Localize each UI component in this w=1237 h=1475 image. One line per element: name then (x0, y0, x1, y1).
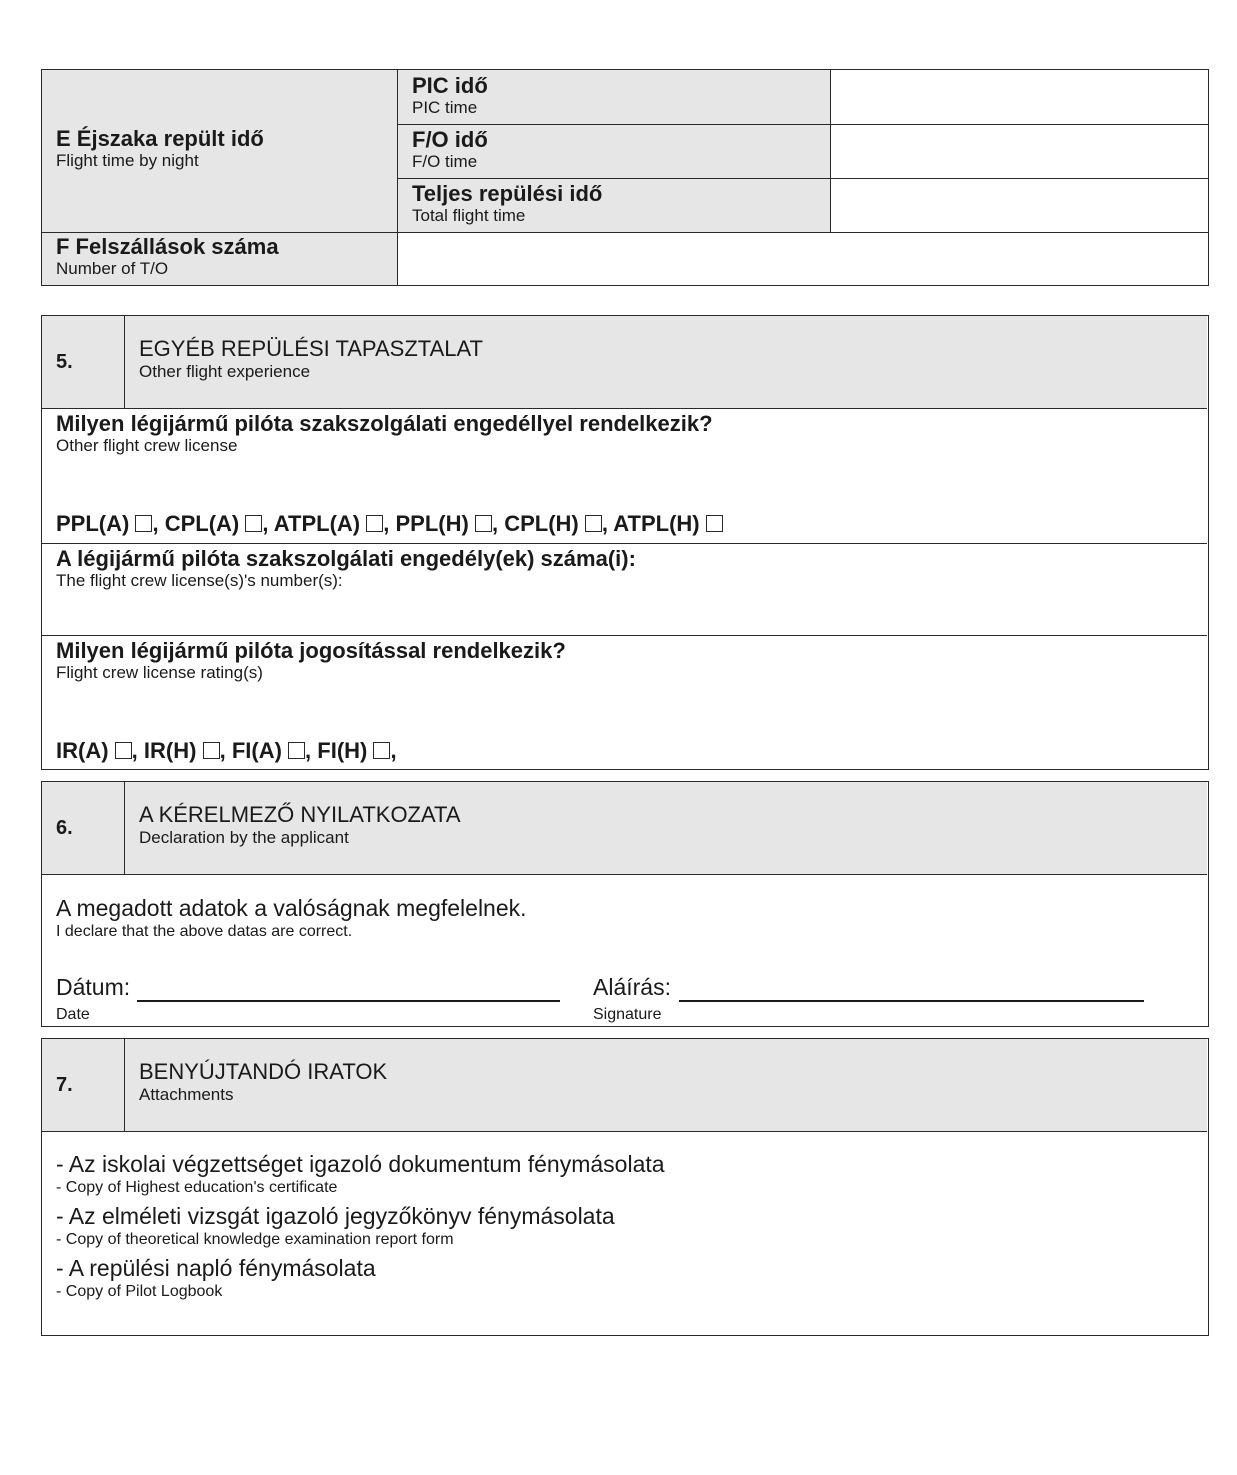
section-7-title: BENYÚJTANDÓ IRATOK (139, 1059, 388, 1084)
signature-field[interactable] (679, 1000, 1144, 1002)
date-label-en: Date (56, 1006, 90, 1023)
signature-label: Aláírás: (593, 974, 671, 1000)
attachment-hu: - Az iskolai végzettséget igazoló dokumentum fénymásolata (56, 1151, 665, 1177)
total-time-label-cell (397, 178, 830, 232)
license-question-en: Other flight crew license (56, 436, 238, 455)
checkbox-fi-a[interactable] (288, 742, 305, 759)
license-options: PPL(A) , CPL(A) , ATPL(A) , PPL(H) , CPL(H) , ATPL(H) (56, 511, 723, 537)
license-question-block (42, 408, 1207, 543)
option-ppl-a: PPL(A) (56, 511, 130, 536)
checkbox-ir-a[interactable] (115, 742, 132, 759)
section-6-number: 6. (56, 817, 73, 839)
option-fi-a: FI(A) (231, 738, 282, 763)
checkbox-ppl-a[interactable] (135, 515, 152, 532)
date-label: Dátum: (56, 974, 131, 1000)
section-5-title-cell (124, 316, 1207, 408)
rating-question-block (42, 635, 1207, 769)
fo-time-sublabel: F/O time (412, 152, 478, 171)
section-7-number: 7. (56, 1074, 73, 1096)
checkbox-fi-h[interactable] (373, 742, 390, 759)
section-6 (41, 781, 1209, 1027)
night-flight-title: E Éjszaka repült idő (56, 126, 264, 151)
takeoffs-field[interactable] (397, 232, 1208, 285)
night-flight-subtitle: Flight time by night (56, 151, 199, 170)
total-time-sublabel: Total flight time (412, 206, 526, 225)
checkbox-ir-h[interactable] (203, 742, 220, 759)
checkbox-cpl-a[interactable] (245, 515, 262, 532)
section-7-subtitle: Attachments (139, 1085, 234, 1104)
fo-time-label-cell (397, 124, 830, 178)
section-5-number: 5. (56, 351, 73, 373)
section-5-title: EGYÉB REPÜLÉSI TAPASZTALAT (139, 336, 483, 361)
section-6-title-cell (124, 782, 1207, 874)
option-fi-h: FI(H) (317, 738, 368, 763)
section-6-title: A KÉRELMEZŐ NYILATKOZATA (139, 802, 461, 827)
total-time-label: Teljes repülési idő (412, 181, 603, 206)
pic-time-label: PIC idő (412, 73, 488, 98)
license-number-question-en: The flight crew license(s)'s number(s): (56, 571, 343, 590)
option-atpl-a: ATPL(A) (273, 511, 361, 536)
attachment-en: - Copy of Pilot Logbook (56, 1283, 223, 1300)
section-5-header (42, 316, 1207, 408)
attachments-list (42, 1131, 1207, 1335)
section-5 (41, 315, 1209, 770)
option-ppl-h: PPL(H) (395, 511, 469, 536)
license-number-question: A légijármű pilóta szakszolgálati engedély(ek) száma(i): (56, 546, 636, 571)
pic-time-label-cell (397, 70, 830, 124)
attachment-en: - Copy of Highest education's certificate (56, 1179, 338, 1196)
attachment-item (56, 1151, 1207, 1198)
section-7-header (42, 1039, 1207, 1131)
fo-time-label: F/O idő (412, 127, 488, 152)
rating-question: Milyen légijármű pilóta jogosítással rendelkezik? (56, 638, 566, 663)
license-question: Milyen légijármű pilóta szakszolgálati engedéllyel rendelkezik? (56, 411, 713, 436)
attachment-item (56, 1255, 1207, 1302)
option-cpl-a: CPL(A) (164, 511, 240, 536)
section-6-subtitle: Declaration by the applicant (139, 828, 349, 847)
checkbox-atpl-h[interactable] (706, 515, 723, 532)
attachment-hu: - Az elméleti vizsgát igazoló jegyzőkönyv fénymásolata (56, 1203, 615, 1229)
rating-question-en: Flight crew license rating(s) (56, 663, 263, 682)
section-6-header (42, 782, 1207, 874)
date-field[interactable] (137, 1000, 560, 1002)
license-number-block[interactable] (42, 543, 1207, 635)
takeoffs-label-cell (42, 232, 397, 285)
checkbox-atpl-a[interactable] (366, 515, 383, 532)
rating-options: IR(A) , IR(H) , FI(A) , FI(H) , (56, 738, 397, 763)
signature-label-en: Signature (593, 1006, 662, 1023)
option-atpl-h: ATPL(H) (613, 511, 700, 536)
attachment-hu: - A repülési napló fénymásolata (56, 1255, 376, 1281)
checkbox-cpl-h[interactable] (585, 515, 602, 532)
checkbox-ppl-h[interactable] (475, 515, 492, 532)
section-5-subtitle: Other flight experience (139, 362, 311, 381)
declaration-statement-en: I declare that the above datas are correct. (56, 923, 353, 940)
pic-time-sublabel: PIC time (412, 98, 478, 117)
section-7-title-cell (124, 1039, 1207, 1131)
night-flight-label-cell (42, 70, 397, 232)
attachment-item (56, 1203, 1207, 1250)
pic-time-field[interactable] (830, 70, 1208, 124)
option-ir-h: IR(H) (143, 738, 197, 763)
fo-time-field[interactable] (830, 124, 1208, 178)
takeoffs-title: F Felszállások száma (56, 234, 279, 259)
declaration-statement: A megadott adatok a valóságnak megfelelnek. (56, 895, 527, 921)
section-7 (41, 1038, 1209, 1336)
declaration-body (42, 874, 1207, 1026)
option-ir-a: IR(A) (56, 738, 109, 763)
option-cpl-h: CPL(H) (504, 511, 579, 536)
attachment-en: - Copy of theoretical knowledge examination report form (56, 1231, 454, 1248)
flight-time-table (41, 69, 1209, 286)
takeoffs-subtitle: Number of T/O (56, 259, 169, 278)
total-time-field[interactable] (830, 178, 1208, 232)
